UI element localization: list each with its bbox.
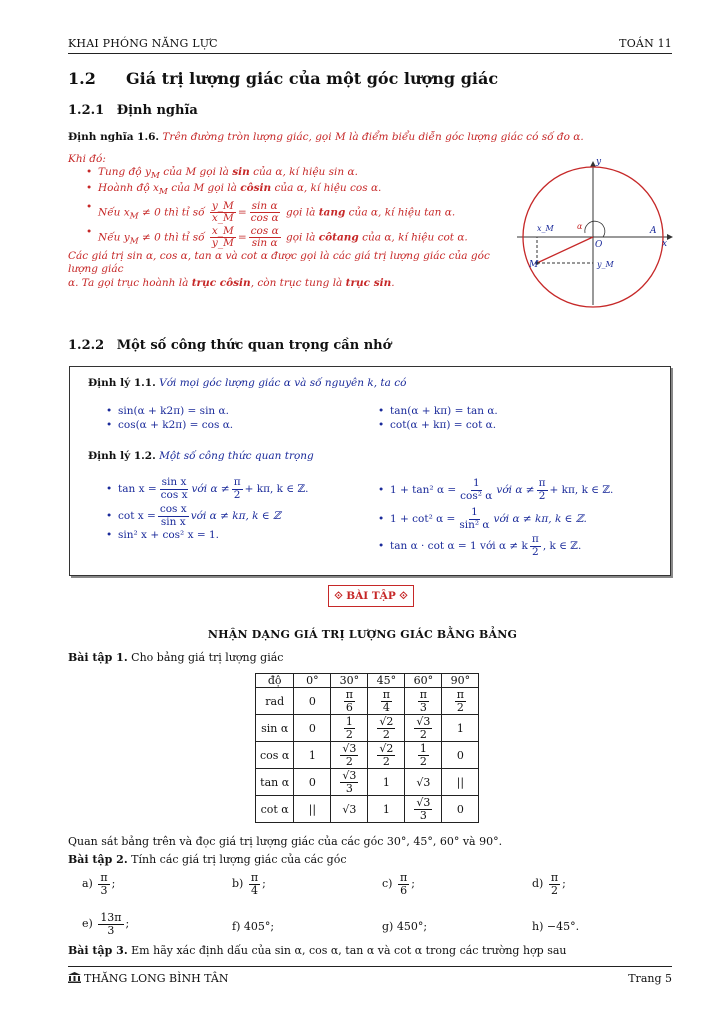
table-row-tan: tan α 0 $\frac{√3}{3}$ 1 √3 || (256, 769, 479, 796)
theorem-2-label: Định lý 1.2. (88, 450, 156, 462)
table-header-cell: 60° (405, 674, 442, 688)
subsection-2 (68, 338, 391, 353)
exercise-2-label: Bài tập 2. (68, 853, 128, 866)
radius-om (537, 237, 593, 263)
table-row-label: sin α (256, 715, 294, 742)
section-title: Giá trị lượng giác của một góc lượng giác (126, 69, 499, 88)
theorem-1-right (376, 404, 498, 432)
exercise-3-text: Em hãy xác định dấu của sin α, cos α, tan α và cot α trong các trường hợp sau (131, 944, 567, 957)
theorem-2-line (88, 450, 314, 462)
section-heading (68, 69, 499, 88)
definition-note: Các giá trị sin α, cos α, tan α và cot α được gọi là các giá trị lượng giác của góc lượng giác α. Ta gọi trục hoành là trục côsin, còn trục tung là trục sin. (68, 250, 490, 289)
label-alpha: α (577, 222, 583, 231)
table-header-cell: 0° (294, 674, 331, 688)
exercise-3-line (68, 944, 567, 957)
table-row-label: cot α (256, 796, 294, 823)
exercise-1-label: Bài tập 1. (68, 651, 128, 664)
theorem-1-left (104, 404, 233, 432)
exercise-2-item-d: d) $\frac{\pi}{2}$ ; (532, 871, 566, 897)
exercise-2-item-h: h) −45°. (532, 920, 580, 933)
table-row-rad: rad 0 $\frac{\pi}{6}$ $\frac{\pi}{4}$ $\frac{\pi}{3}$ $\frac{\pi}{2}$ (256, 688, 479, 715)
table-header-cell: độ (256, 674, 294, 688)
table-header-cell: 90° (442, 674, 479, 688)
table-row-label: rad (256, 688, 294, 715)
formula-cot-period: • cot(α + kπ) = cot α. (376, 418, 498, 432)
angle-arc (585, 221, 605, 237)
trig-value-table (255, 673, 479, 823)
table-row-cot: cot α || √3 1 $\frac{√3}{3}$ 0 (256, 796, 479, 823)
unit-circle-figure (515, 155, 675, 310)
x-axis-arrow (667, 234, 673, 240)
table-row-sin: sin α 0 $\frac{1}{2}$ $\frac{√2}{2}$ $\frac{√3}{2}$ 1 (256, 715, 479, 742)
definition-body (68, 153, 518, 290)
def-item-sin: • Tung độ $y_M$ của M gọi là sin của α, kí hiệu sin α. (84, 166, 518, 182)
theorem-2-right (376, 473, 613, 561)
page-number: Trang 5 (628, 972, 672, 985)
exercise-2-item-c: c) $\frac{\pi}{6}$ ; (382, 871, 415, 897)
theorem-1-line (88, 377, 406, 389)
subsection-1-title: Định nghĩa (116, 103, 198, 118)
exercise-2-line (68, 853, 346, 866)
footer-left: THĂNG LONG BÌNH TÂN (84, 972, 229, 985)
footer (68, 972, 672, 985)
theorem-2-text: Một số công thức quan trọng (159, 450, 314, 462)
formula-tan-square: • 1 + tan² α = $\frac{1}{\text{cos² α}}$ với α ≠ $\frac{\pi}{2}$ + kπ, k ∈ ℤ. (376, 473, 613, 507)
running-header (68, 37, 672, 50)
exercise-2-item-b: b) $\frac{\pi}{4}$ ; (232, 871, 266, 897)
label-a: A (650, 226, 657, 236)
theorem-1-text: Với mọi góc lượng giác α và số nguyên k, ta có (159, 377, 407, 389)
formula-pythagorean: • sin² x + cos² x = 1. (104, 529, 308, 545)
subsection-2-title: Một số công thức quan trọng cần nhớ (116, 338, 392, 353)
theorem-2-left (104, 475, 308, 545)
formula-cot: • cot x = $\frac{\text{cos x}}{\text{sin x}}$ với α ≠ kπ, k ∈ ℤ (104, 503, 308, 529)
building-icon (68, 972, 81, 983)
khi-do: Khi đó: (68, 153, 106, 165)
exercise-3-label: Bài tập 3. (68, 944, 128, 957)
theorem-1-label: Định lý 1.1. (88, 377, 156, 389)
exercise-1-text: Cho bảng giá trị lượng giác (131, 651, 284, 664)
formula-cot-square: • 1 + cot² α = $\frac{1}{\text{sin² α}}$ với α ≠ kπ, k ∈ ℤ. (376, 507, 613, 531)
def-item-cot: • Nếu $y_M \ne 0$ thì tỉ số $\frac{x\_M}{y\_M}$ = $\frac{\text{cos α}}{\text{sin α}}$ gọi là côtang của α, kí hiệu cot α. (84, 226, 518, 249)
table-row-label: tan α (256, 769, 294, 796)
exercise-1-line (68, 651, 283, 664)
label-y: y (596, 157, 602, 167)
definition-list (84, 166, 518, 249)
exercise-2-text: Tính các giá trị lượng giác của các góc (131, 853, 347, 866)
formula-tan: • tan x = $\frac{\text{sin x}}{\text{cos x}}$ với α ≠ $\frac{\pi}{2}$ + kπ, k ∈ ℤ. (104, 475, 308, 503)
table-header-cell: 45° (368, 674, 405, 688)
def-item-tan: • Nếu $x_M \ne 0$ thì tỉ số $\frac{y\_M}{x\_M}$ = $\frac{\text{sin α}}{\text{cos α}}$ gọi là tang của α, kí hiệu tan α. (84, 201, 518, 224)
exercise-banner: ⟐ BÀI TẬP ⟐ (328, 585, 414, 607)
definition-line (68, 131, 672, 143)
footer-rule (68, 966, 672, 967)
table-row-label: cos α (256, 742, 294, 769)
exercise-section-title: NHẬN DẠNG GIÁ TRỊ LƯỢNG GIÁC BẰNG BẢNG (207, 628, 518, 641)
label-m: M (529, 260, 539, 270)
subsection-1-number: 1.2.1 (68, 103, 105, 118)
exercise-2-item-a: a) $\frac{\pi}{3}$ ; (82, 871, 116, 897)
header-right: TOÁN 11 (619, 37, 672, 50)
def-item-cos: • Hoành độ $x_M$ của M gọi là côsin của α, kí hiệu cos α. (84, 182, 518, 198)
exercise-2-item-g: g) 450°; (382, 920, 428, 933)
table-header-cell: 30° (331, 674, 368, 688)
formula-cos-period: • cos(α + k2π) = cos α. (104, 418, 233, 432)
exercise-1-after: Quan sát bảng trên và đọc giá trị lượng giác của các góc 30°, 45°, 60° và 90°. (68, 835, 503, 848)
label-xm: x_M (537, 224, 554, 233)
table-row-cos: cos α 1 $\frac{√3}{2}$ $\frac{√2}{2}$ $\frac{1}{2}$ 0 (256, 742, 479, 769)
definition-label: Định nghĩa 1.6. (68, 131, 160, 143)
exercise-2-item-f: f) 405°; (232, 920, 275, 933)
section-number: 1.2 (68, 69, 96, 88)
subsection-1 (68, 103, 198, 118)
table-header-row (256, 674, 479, 688)
label-ym: y_M (597, 260, 614, 269)
formula-sin-period: • sin(α + k2π) = sin α. (104, 404, 233, 418)
header-left: KHAI PHÓNG NĂNG LỰC (68, 37, 218, 50)
formula-tan-period: • tan(α + kπ) = tan α. (376, 404, 498, 418)
definition-text: Trên đường tròn lượng giác, gọi M là điểm biểu diễn góc lượng giác có số đo α. (162, 131, 584, 143)
formula-tan-cot: • tan α · cot α = 1 với α ≠ k $\frac{\pi}{2}$ , k ∈ ℤ. (376, 531, 613, 561)
header-rule (68, 53, 672, 54)
exercise-2-item-e: e) $\frac{13\pi}{3}$ ; (82, 911, 130, 937)
label-x: x (662, 239, 668, 249)
subsection-2-number: 1.2.2 (68, 338, 105, 353)
label-o: O (595, 240, 603, 250)
